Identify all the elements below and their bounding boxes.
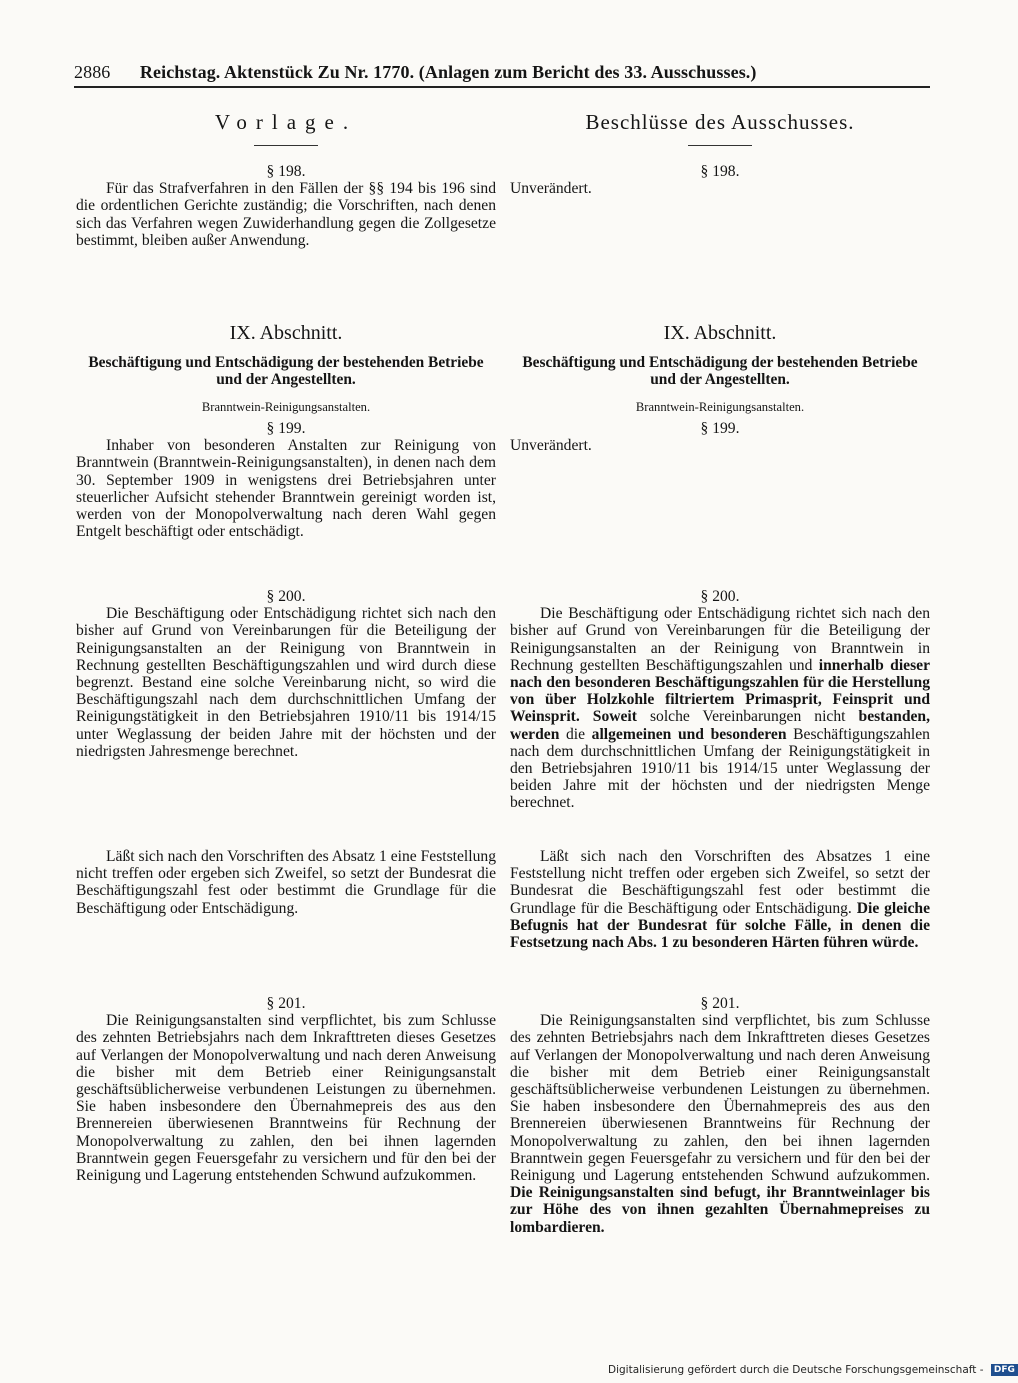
right-section-title: IX. Abschnitt. (663, 322, 777, 344)
paragraph-number: § 201. (700, 995, 740, 1012)
paragraph-text (510, 1012, 930, 1236)
text-run: solche Vereinbarungen nicht (649, 708, 846, 726)
left-paragraph-201 (76, 995, 496, 1184)
right-column-heading: Beschlüsse des Ausschusses. (585, 110, 855, 134)
paragraph-text: Für das Strafverfahren in den Fällen der §§ 194 bis 196 sind die ordentlichen Gerichte zuständig; die Vorschriften, nach denen sich das Verfahren wegen Zuwiderhandlung gegen die Zollgesetze bestimmt, bleiben außer Anwendung. (76, 180, 496, 249)
right-paragraph-198 (510, 163, 930, 197)
text-run: Beschäftigungszahlen nach dem durchschnittlichen Umfang der Reinigungstätigkeit in den Betriebsjahren 1910/11 bis 1914/15 unter Weglassung der beiden Jahre mit der höchsten und der niedrigsten Menge berechnet. (510, 725, 930, 812)
dfg-logo-icon: DFG (991, 1364, 1018, 1376)
paragraph-number: § 199. (700, 420, 740, 437)
paragraph-text: Unverändert. (510, 180, 592, 198)
page-header (74, 62, 934, 83)
right-paragraph-199 (510, 420, 930, 454)
left-section-small: Branntwein-Reinigungsanstalten. (201, 400, 371, 414)
left-column-heading: Vorlage. (214, 110, 358, 134)
paragraph-number: § 198. (266, 163, 306, 180)
amended-text: innerhalb dieser nach den besonderen Beschäftigungszahlen für die Herstellung von über Holzkohle filtriertem Primasprit, Feinsprit und Weinsprit. Soweit (510, 656, 930, 726)
amended-text: Die Reinigungsanstalten sind befugt, ihr Branntweinlager bis zur Höhe des von ihnen gezahlten Übernahmepreises zu lombardieren. (510, 1184, 930, 1236)
paragraph-text: Die Reinigungsanstalten sind verpflichtet, bis zum Schlusse des zehnten Betriebsjahrs nach dem Inkrafttreten dieses Gesetzes auf Verlangen der Monopolverwaltung und nach deren Anweisung die bisher mit dem Betrieb einer Reinigungsanstalt geschäftsüblicherweise verbundenen Leistungen zu übernehmen. Sie haben insbesondere den Übernahmepreis des aus den Brennereien überwiesenen Branntweins für Rechnung der Monopolverwaltung zu zahlen, den bei ihnen lagernden Branntwein gegen Feuersgefahr zu versichern und für den bei der Reinigung und Lagerung entstehenden Schwund aufzukommen. (76, 1012, 496, 1185)
digitization-footer (608, 1364, 1015, 1376)
paragraph-text: Läßt sich nach den Vorschriften des Absatz 1 eine Feststellung nicht treffen oder ergeben sich Zweifel, so setzt der Bundesrat die Beschäftigungszahl fest oder bestimmt die Grundlage für die Beschäftigung oder Entschädigung. (76, 848, 496, 917)
paragraph-number: § 200. (700, 588, 740, 605)
amended-text: bestanden, werden (510, 708, 931, 743)
text-run: die (565, 725, 586, 743)
left-paragraph-200-abs2 (76, 848, 496, 917)
right-paragraph-200 (510, 588, 930, 812)
paragraph-number: § 199. (266, 420, 306, 437)
right-paragraph-200-abs2 (510, 848, 930, 951)
left-paragraph-200 (76, 588, 496, 760)
page-number: 2886 (74, 62, 111, 82)
right-paragraph-201 (510, 995, 930, 1236)
left-paragraph-198 (76, 163, 496, 249)
left-section-title: IX. Abschnitt. (229, 322, 343, 344)
text-run: Läßt sich nach den Vorschriften des Absatzes 1 eine Feststellung nicht treffen oder ergeben sich Zweifel, so setzt der Bundesrat die Beschäftigungszahl fest oder bestimmt die Grundlage für die Beschäftigung oder Entschädigung. (510, 848, 930, 917)
left-heading-rule (254, 145, 318, 146)
paragraph-text: Inhaber von besonderen Anstalten zur Reinigung von Branntwein (Branntwein-Reinigungsanstalten), in denen nach dem 30. September 1909 in wenigstens drei Betriebsjahren unter steuerlicher Aufsicht stehender Branntwein gereinigt worden ist, werden von der Monopolverwaltung nach deren Wahl gegen Entgelt beschäftigt oder entschädigt. (76, 437, 496, 541)
amended-text: Die gleiche Befugnis hat der Bundesrat für solche Fälle, in denen die Festsetzung nach Abs. 1 zu besonderen Härten führen würde. (510, 899, 931, 952)
header-divider (74, 86, 930, 88)
amended-text: allgemeinen und besonderen (591, 725, 787, 743)
paragraph-text (510, 605, 930, 811)
text-run: Die Beschäftigung oder Entschädigung richtet sich nach den bisher auf Grund von Vereinbarungen für die Beteiligung der Reinigungsanstalten an der Reinigung von Branntwein in Rechnung gestellten Beschäftigungszahlen und (510, 605, 930, 674)
left-paragraph-199 (76, 420, 496, 540)
right-section-small: Branntwein-Reinigungsanstalten. (635, 400, 805, 414)
left-section-subtitle: Beschäftigung und Entschädigung der bestehenden Betriebe und der Angestellten. (88, 354, 484, 388)
footer-text: Digitalisierung gefördert durch die Deutsche Forschungsgemeinschaft - (608, 1364, 984, 1376)
paragraph-number: § 200. (266, 588, 306, 605)
right-section-subtitle: Beschäftigung und Entschädigung der bestehenden Betriebe und der Angestellten. (522, 354, 918, 388)
paragraph-number: § 198. (700, 163, 740, 180)
text-run: Die Reinigungsanstalten sind verpflichtet, bis zum Schlusse des zehnten Betriebsjahrs nach dem Inkrafttreten dieses Gesetzes auf Verlangen der Monopolverwaltung und nach deren Anweisung die bisher mit dem Betrieb einer Reinigungsanstalt geschäftsüblicherweise verbundenen Leistungen zu übernehmen. Sie haben insbesondere den Übernahmepreis des aus den Brennereien überwiesenen Branntweins für Rechnung der Monopolverwaltung zu zahlen, den bei ihnen lagernden Branntwein gegen Feuersgefahr zu versichern und für den bei der Reinigung und Lagerung entstehenden Schwund aufzukommen. (510, 1012, 930, 1185)
page-title: Reichstag. Aktenstück Zu Nr. 1770. (Anlagen zum Bericht des 33. Ausschusses.) (139, 62, 757, 82)
right-heading-rule (688, 145, 752, 146)
paragraph-text: Die Beschäftigung oder Entschädigung richtet sich nach den bisher auf Grund von Vereinbarungen für die Beteiligung der Reinigungsanstalten an der Reinigung von Branntwein in Rechnung gestellten Beschäftigungszahlen und wird durch diese begrenzt. Bestand eine solche Vereinbarung nicht, so wird die Beschäftigungszahl nach dem durchschnittlichen Umfang der Reinigungstätigkeit in den Betriebsjahren 1910/11 bis 1914/15 unter Weglassung der beiden Jahre mit der höchsten und der niedrigsten Jahresmenge berechnet. (76, 605, 496, 760)
paragraph-text: Unverändert. (510, 437, 592, 455)
paragraph-number: § 201. (266, 995, 306, 1012)
paragraph-text (510, 848, 930, 951)
